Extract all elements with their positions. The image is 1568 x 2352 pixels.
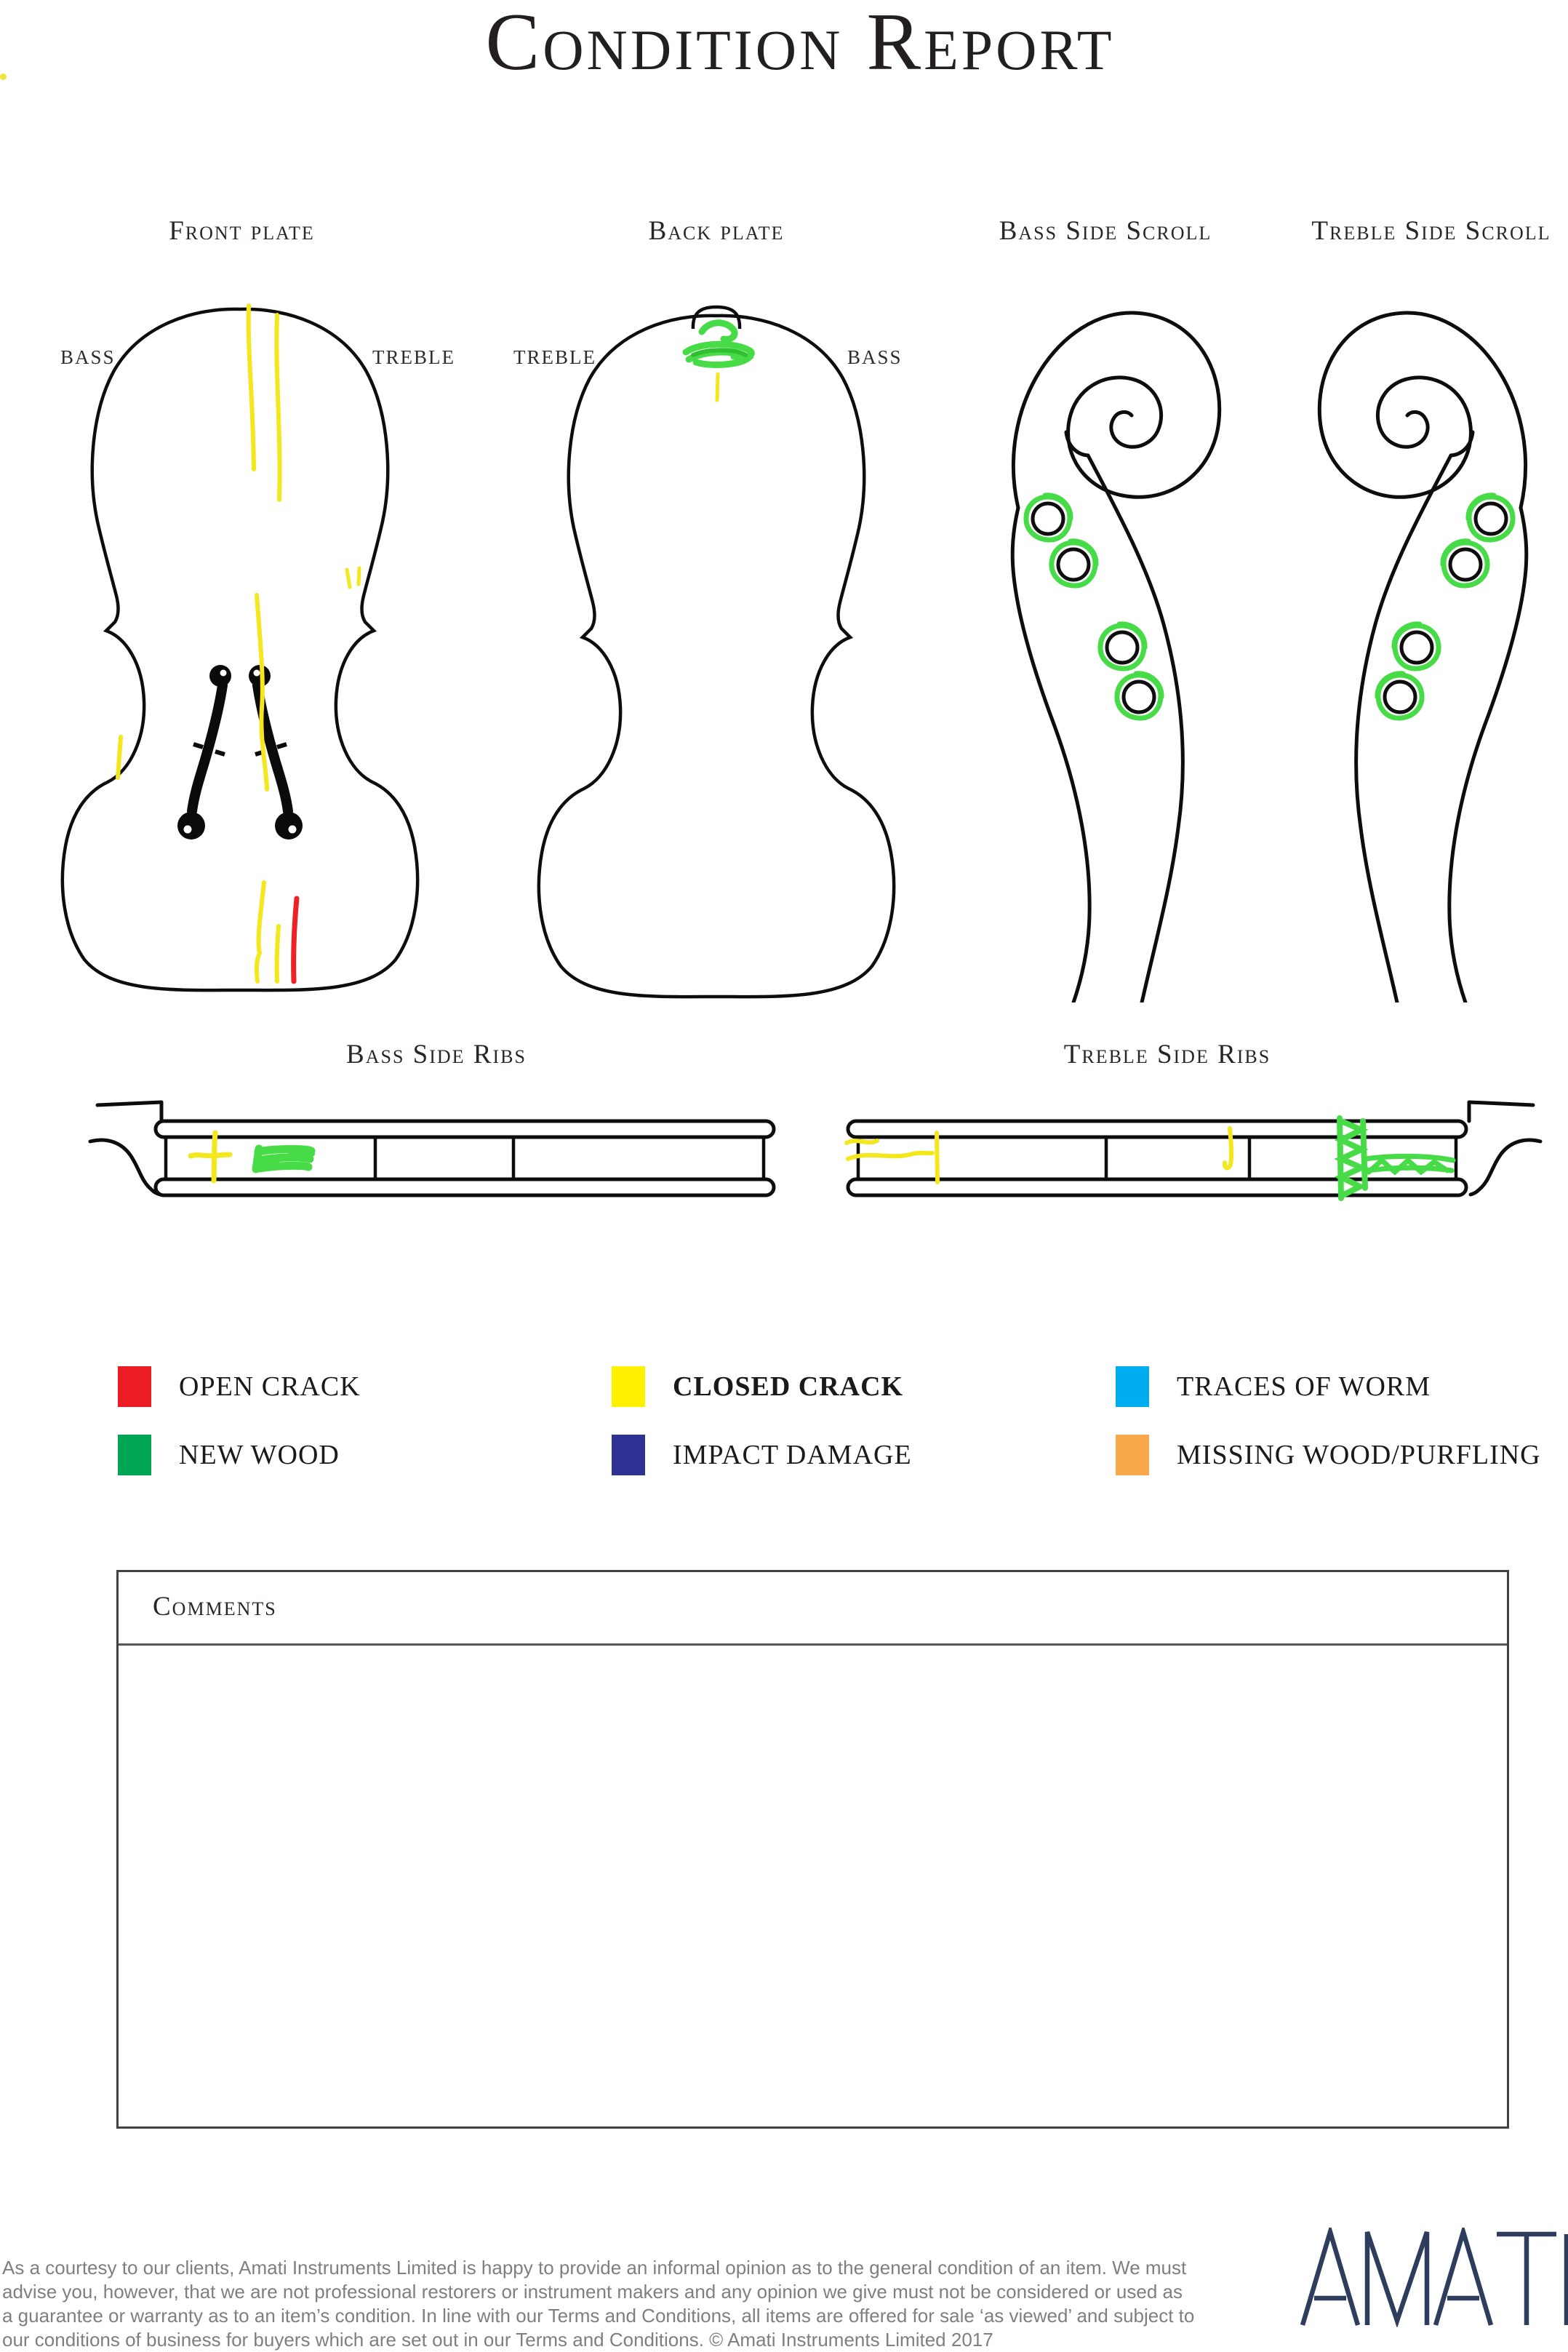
back-plate-heading: Back plate bbox=[648, 216, 785, 246]
legend-label: CLOSED CRACK bbox=[673, 1371, 904, 1402]
bass-scroll-diagram bbox=[973, 290, 1235, 1002]
legend-swatch bbox=[612, 1366, 645, 1407]
front-plate-outline bbox=[63, 309, 417, 990]
back-plate-diagram bbox=[527, 297, 905, 1010]
comments-box bbox=[116, 1570, 1509, 2129]
legend-swatch bbox=[1116, 1366, 1149, 1407]
legend-label: OPEN CRACK bbox=[179, 1371, 361, 1402]
bass-ribs-new-wood-mark bbox=[256, 1149, 312, 1169]
legend-item-traces-of-worm bbox=[1116, 1366, 1431, 1407]
back-plate-outline bbox=[539, 316, 894, 997]
treble-ribs-heading: Treble Side Ribs bbox=[1063, 1040, 1271, 1069]
back-plate-bass-label: BASS bbox=[847, 346, 903, 368]
footer-line: advise you, however, that we are not professional restorers or instrument makers and any opinion we give must not be considered or used as bbox=[2, 2281, 1183, 2303]
legend-item-missing-wood-purfling bbox=[1116, 1435, 1541, 1475]
footer-line: As a courtesy to our clients, Amati Instruments Limited is happy to provide an informal opinion as to the general condition of an item. We must bbox=[2, 2257, 1187, 2279]
legend-item-new-wood bbox=[118, 1435, 340, 1475]
footer-disclaimer bbox=[2, 2256, 1195, 2352]
legend-label: NEW WOOD bbox=[179, 1440, 340, 1470]
legend-label: TRACES OF WORM bbox=[1177, 1371, 1431, 1402]
footer-line: our conditions of business for buyers which are set out in our Terms and Conditions. © Amati Instruments Limited 2017 bbox=[2, 2329, 993, 2351]
legend-label: MISSING WOOD/PURFLING bbox=[1177, 1440, 1541, 1470]
bass-ribs-diagram bbox=[80, 1080, 785, 1215]
legend-item-closed-crack bbox=[612, 1366, 903, 1407]
front-plate-bass-label: BASS bbox=[60, 346, 116, 368]
legend-swatch bbox=[612, 1435, 645, 1475]
stray-yellow-mark bbox=[0, 73, 7, 80]
legend-label: IMPACT DAMAGE bbox=[673, 1440, 912, 1470]
bass-ribs-heading: Bass Side Ribs bbox=[346, 1040, 527, 1069]
back-plate-closed-crack-mark bbox=[717, 374, 718, 400]
legend-swatch bbox=[118, 1435, 151, 1475]
comments-heading: Comments bbox=[119, 1572, 1507, 1646]
legend-swatch bbox=[118, 1366, 151, 1407]
treble-scroll-heading: Treble Side Scroll bbox=[1311, 216, 1551, 246]
footer-line: a guarantee or warranty as to an item’s condition. In line with our Terms and Conditions, all items are offered for sale ‘as viewed’ and subject to bbox=[2, 2305, 1195, 2327]
legend-item-impact-damage bbox=[612, 1435, 912, 1475]
back-plate-new-wood-mark bbox=[686, 323, 751, 365]
treble-ribs-new-wood-mark bbox=[1340, 1118, 1453, 1198]
comments-input-area[interactable] bbox=[119, 1646, 1507, 2126]
front-plate-heading: Front plate bbox=[169, 216, 315, 246]
back-plate-treble-label: TREBLE bbox=[513, 346, 596, 368]
treble-ribs-diagram bbox=[836, 1080, 1556, 1219]
legend-swatch bbox=[1116, 1435, 1149, 1475]
front-plate-treble-label: TREBLE bbox=[372, 346, 455, 368]
amati-logo bbox=[1300, 2228, 1568, 2327]
front-plate-diagram bbox=[51, 302, 433, 993]
bass-ribs-closed-crack-mark bbox=[191, 1133, 230, 1181]
treble-scroll-diagram bbox=[1304, 290, 1566, 1002]
page-title: Condition Report bbox=[485, 0, 1115, 87]
bass-scroll-heading: Bass Side Scroll bbox=[999, 216, 1212, 246]
legend-item-open-crack bbox=[118, 1366, 361, 1407]
